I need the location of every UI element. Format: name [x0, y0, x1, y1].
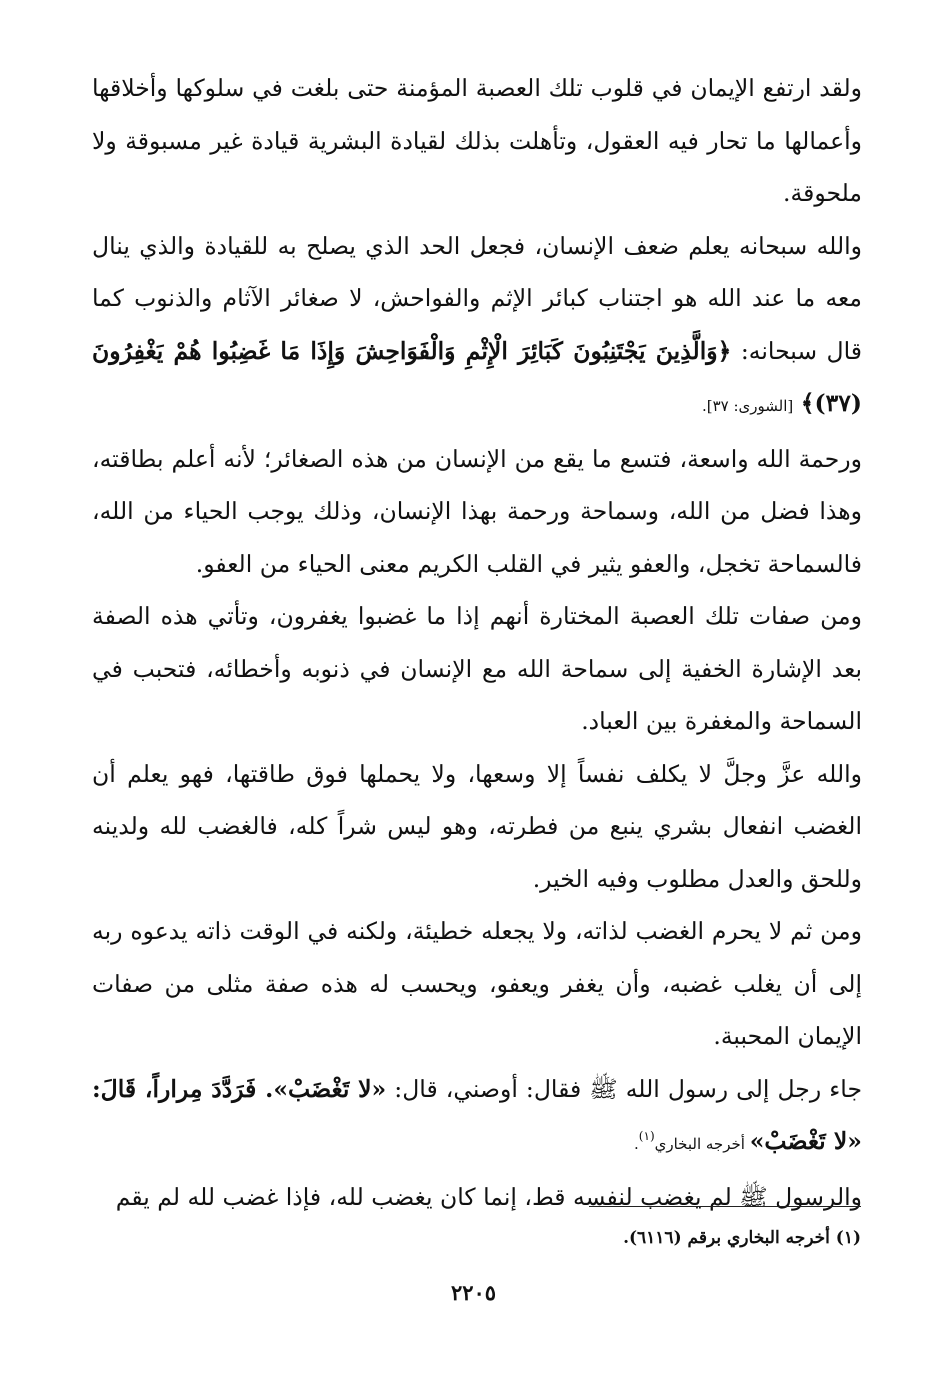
verse-reference: [الشورى: ٣٧]. — [701, 397, 794, 415]
paragraph-3 — [92, 433, 862, 591]
page-body — [92, 62, 862, 1223]
footnote-marker[interactable]: (١) — [638, 1129, 655, 1144]
hadith-quote: «لا تَغْضَبْ». فَرَدَّدَ مِراراً، قَالَ: «لا تَغْضَبْ» — [92, 1074, 862, 1155]
footnote-divider — [589, 1206, 861, 1207]
paragraph-2 — [92, 220, 862, 433]
hadith-reference: أخرجه البخاري — [654, 1135, 750, 1153]
paragraph-text: ولقد ارتفع الإيمان في قلوب تلك العصبة المؤمنة حتى بلغت في سلوكها وأخلاقها وأعمالها ما تحار فيه العقول، وتأهلت بذلك لقيادة البشرية قيادة غير مسبوقة ولا ملحوقة. — [92, 74, 862, 207]
main-text — [92, 62, 862, 1223]
paragraph-8 — [92, 1171, 862, 1224]
paragraph-6 — [92, 905, 862, 1063]
paragraph-text: والله عزَّ وجلَّ لا يكلف نفساً إلا وسعها، ولا يحملها فوق طاقتها، فهو يعلم أن الغضب انفعال بشري ينبع من فطرته، وهو ليس شراً كله، فالغضب لله ولدينه وللحق والعدل مطلوب وفيه الخير. — [92, 759, 862, 893]
paragraph-4 — [92, 590, 862, 748]
quran-verse: ﴿وَالَّذِينَ يَجْتَنِبُونَ كَبَائِرَ الْإِثْمِ وَالْفَوَاحِشَ وَإِذَا مَا غَضِبُوا هُمْ يَغْفِرُونَ (٣٧)﴾ — [92, 336, 862, 417]
paragraph-text: جاء رجل إلى رسول الله ﷺ فقال: أوصني، قال: — [386, 1074, 862, 1103]
paragraph-7 — [92, 1063, 862, 1171]
paragraph-5 — [92, 748, 862, 906]
paragraph-text: والله سبحانه يعلم ضعف الإنسان، فجعل الحد الذي يصلح به للقيادة والذي ينال معه ما عند الله هو اجتناب كبائر الإثم والفواحش، لا صغائر الآثام والذنوب كما قال سبحانه: — [92, 231, 862, 365]
footnote: (١) أخرجه البخاري برقم (٦١١٦). — [623, 1228, 861, 1248]
paragraph-text: والرسول ﷺ لم يغضب لنفسه قط، إنما كان يغضب لله، فإذا غضب لله لم يقم — [115, 1182, 862, 1211]
paragraph-text: ومن صفات تلك العصبة المختارة أنهم إذا ما غضبوا يغفرون، وتأتي هذه الصفة بعد الإشارة الخفية إلى سماحة الله مع الإنسان في ذنوبه وأخطائه، فتحبب في السماحة والمغفرة بين العباد. — [92, 602, 862, 735]
paragraph-text: ورحمة الله واسعة، فتسع ما يقع من الإنسان من هذه الصغائر؛ لأنه أعلم بطاقته، وهذا فضل من الله، وسماحة ورحمة بهذا الإنسان، وذلك يوجب الحياء من الله، فالسماحة تخجل، والعفو يثير في القلب الكريم معنى الحياء من العفو. — [92, 444, 862, 578]
paragraph-text: ومن ثم لا يحرم الغضب لذاته، ولا يجعله خطيئة، ولكنه في الوقت ذاته يدعوه ربه إلى أن يغلب غضبه، وأن يغفر ويعفو، ويحسب له هذه صفة مثلى من صفات الإيمان المحببة. — [92, 917, 862, 1050]
hadith-reference-end: . — [634, 1135, 639, 1153]
page-number: ٢٢٠٥ — [450, 1280, 497, 1305]
paragraph-1 — [92, 62, 862, 220]
